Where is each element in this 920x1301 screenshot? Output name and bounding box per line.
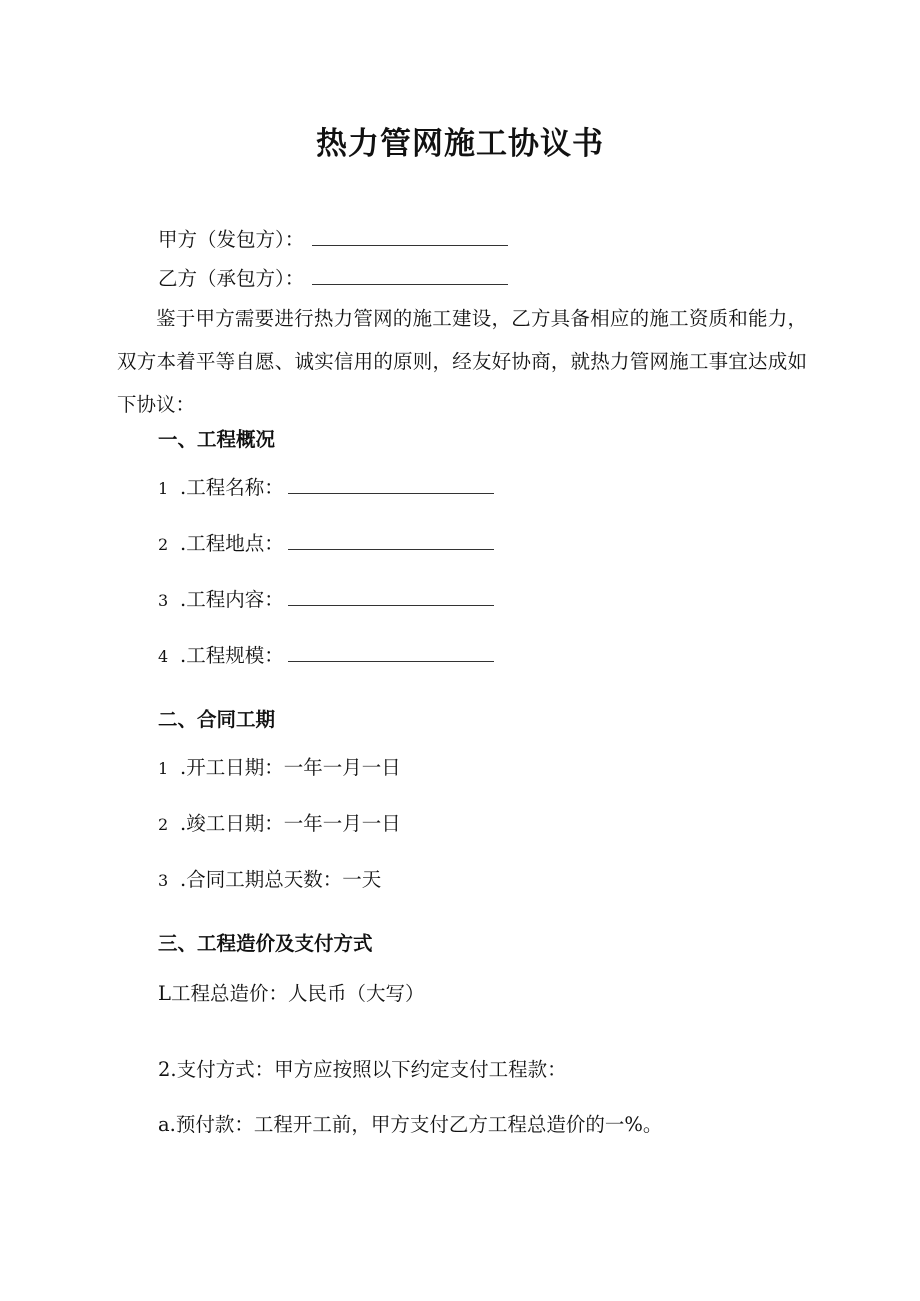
project-scale-blank[interactable]: [288, 643, 494, 662]
section2-item-2: [158, 810, 401, 839]
project-content-label: .工程内容：: [180, 588, 284, 611]
party-a-blank[interactable]: [312, 227, 508, 246]
party-a-label: 甲方（发包方）：: [158, 228, 305, 251]
document-title: 热力管网施工协议书: [316, 126, 604, 162]
advance-payment-text: a.预付款：工程开工前，甲方支付乙方工程总造价的一%。: [158, 1113, 663, 1136]
project-name-blank[interactable]: [288, 475, 494, 494]
section1-item-2: [158, 530, 494, 559]
section2-item-1: [158, 754, 401, 783]
party-a-line: [158, 226, 508, 254]
project-name-label: .工程名称：: [180, 476, 284, 499]
section2-item-3: [158, 866, 381, 895]
item-number: 3: [158, 871, 169, 890]
payment-method-text: 2.支付方式：甲方应按照以下约定支付工程款：: [158, 1058, 567, 1081]
section3-heading: 三、工程造价及支付方式: [158, 932, 373, 955]
item-number: 2: [158, 535, 169, 554]
item-number: 1: [158, 479, 169, 498]
item-number: 3: [158, 591, 169, 610]
item-number: 2: [158, 815, 169, 834]
start-date-text: .开工日期：一年一月一日: [180, 756, 401, 779]
intro-paragraph: 鉴于甲方需要进行热力管网的施工建设，乙方具备相应的施工资质和能力，双方本着平等自愿、诚实信用的原则，经友好协商，就热力管网施工事宜达成如下协议：: [117, 307, 807, 416]
total-cost-text: L工程总造价：人民币（大写）: [158, 982, 425, 1005]
item-number: 4: [158, 647, 169, 666]
project-location-blank[interactable]: [288, 531, 494, 550]
project-location-label: .工程地点：: [180, 532, 284, 555]
section1-item-4: [158, 642, 494, 671]
total-days-text: .合同工期总天数：一天: [180, 868, 382, 891]
party-b-blank[interactable]: [312, 266, 508, 285]
project-content-blank[interactable]: [288, 587, 494, 606]
section1-item-1: [158, 474, 494, 503]
project-scale-label: .工程规模：: [180, 644, 284, 667]
section1-heading: 一、工程概况: [158, 428, 276, 451]
section1-item-3: [158, 586, 494, 615]
section2-heading: 二、合同工期: [158, 708, 276, 731]
party-b-line: [158, 265, 508, 293]
item-number: 1: [158, 759, 169, 778]
completion-date-text: .竣工日期：一年一月一日: [180, 812, 401, 835]
party-b-label: 乙方（承包方）：: [158, 267, 305, 290]
